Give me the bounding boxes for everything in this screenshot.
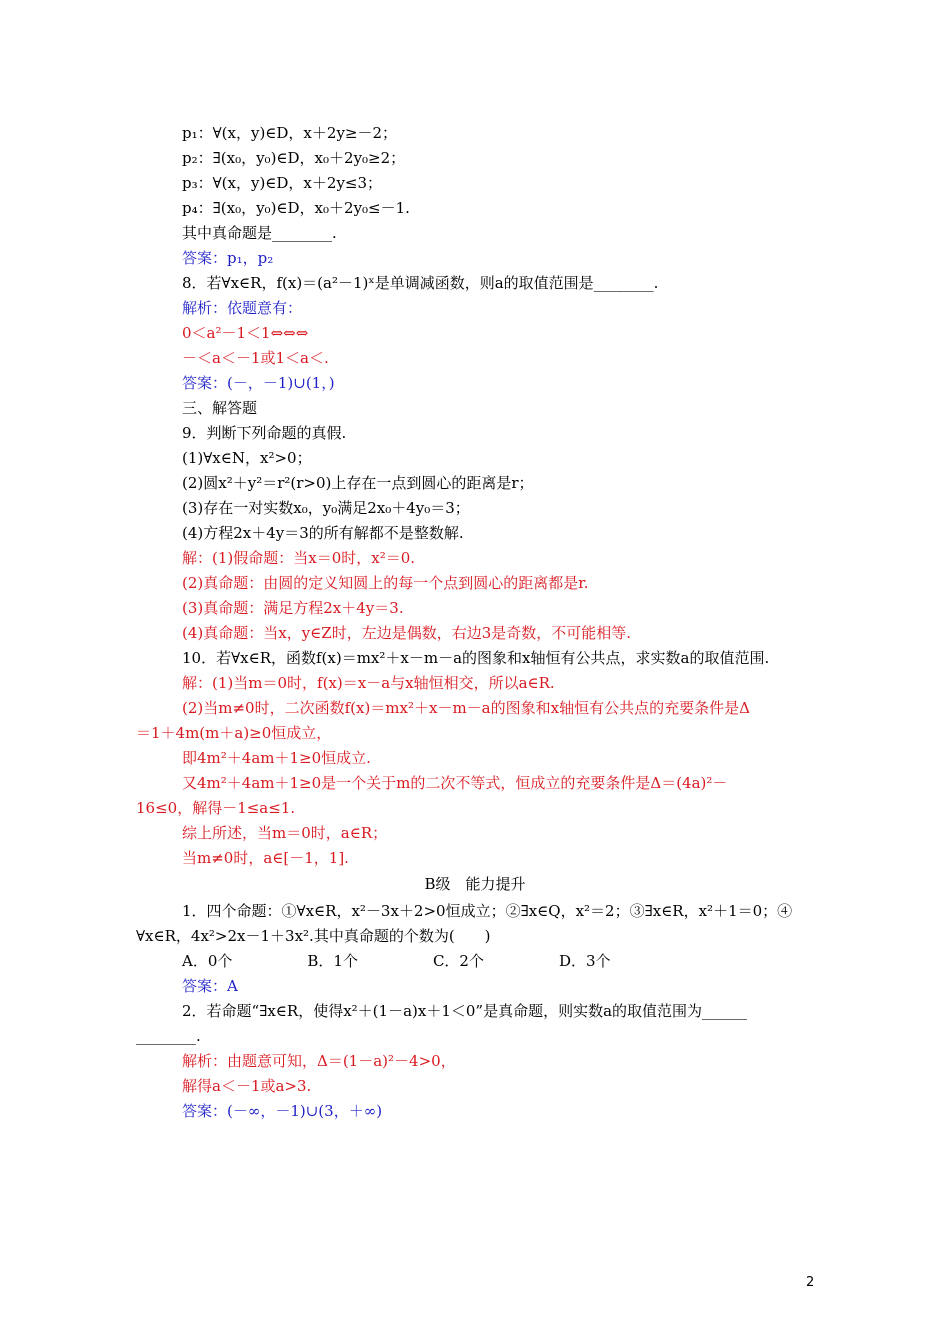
- text-line: 解析：由题意可知，Δ＝(1－a)²－4>0，: [182, 1052, 456, 1070]
- text-line: p₄：∃(x₀，y₀)∈D，x₀＋2y₀≤－1.: [182, 199, 410, 217]
- text-line: (2)圆x²＋y²＝r²(r>0)上存在一点到圆心的距离是r；: [182, 474, 534, 492]
- text-line: (1)∀x∈N，x²>0；: [182, 449, 312, 467]
- text-line: A．0个 B．1个 C．2个 D．3个: [182, 952, 611, 970]
- text-line: 三、解答题: [182, 399, 258, 417]
- text-line: (2)真命题：由圆的定义知圆上的每一个点到圆心的距离都是r.: [182, 574, 589, 592]
- text-line: (4)真命题：当x，y∈Z时，左边是偶数，右边3是奇数，不可能相等.: [182, 624, 632, 642]
- text-line: 2．若命题“∃x∈R，使得x²＋(1－a)x＋1＜0”是真命题，则实数a的取值范围为______: [182, 1002, 748, 1020]
- text-line: ∀x∈R，4x²>2x－1＋3x².其中真命题的个数为( ): [136, 927, 491, 945]
- text-line: ________.: [136, 1027, 201, 1045]
- text-line: p₂：∃(x₀，y₀)∈D，x₀＋2y₀≥2；: [182, 149, 406, 167]
- text-line: (4)方程2x＋4y＝3的所有解都不是整数解.: [182, 524, 464, 542]
- text-line: 16≤0，解得－1≤a≤1.: [136, 799, 296, 817]
- text-line: 综上所述，当m＝0时，a∈R；: [182, 824, 388, 842]
- text-line: 答案：(－，－1)∪(1，): [182, 374, 335, 392]
- text-line: 10．若∀x∈R，函数f(x)＝mx²＋x－m－a的图象和x轴恒有公共点，求实数a的取值范围.: [182, 649, 770, 667]
- text-line: 1．四个命题：①∀x∈R，x²－3x＋2>0恒成立；②∃x∈Q，x²＝2；③∃x∈R，x²＋1＝0；④: [182, 902, 793, 920]
- text-line: 答案：A: [182, 977, 238, 995]
- text-line: 解：(1)假命题：当x＝0时，x²＝0.: [182, 549, 416, 567]
- text-line: 8．若∀x∈R，f(x)＝(a²－1)ˣ是单调减函数，则a的取值范围是________.: [182, 274, 659, 292]
- text-line: B级 能力提升: [424, 875, 526, 893]
- text-line: (3)存在一对实数x₀，y₀满足2x₀＋4y₀＝3；: [182, 499, 470, 517]
- text-line: (3)真命题：满足方程2x＋4y＝3.: [182, 599, 404, 617]
- text-line: (2)当m≠0时，二次函数f(x)＝mx²＋x－m－a的图象和x轴恒有公共点的充要条件是Δ: [182, 699, 750, 717]
- text-line: 其中真命题是________.: [182, 224, 337, 242]
- text-line: －＜a＜－1或1＜a＜.: [182, 349, 329, 367]
- text-line: 又4m²＋4am＋1≥0是一个关于m的二次不等式，恒成立的充要条件是Δ＝(4a)²－: [182, 774, 728, 792]
- text-line: 9．判断下列命题的真假.: [182, 424, 347, 442]
- text-line: 答案：(－∞，－1)∪(3，＋∞): [182, 1102, 383, 1120]
- text-line: ＝1＋4m(m＋a)≥0恒成立，: [136, 724, 332, 742]
- text-line: 0＜a²－1＜1⇔⇔⇔: [182, 324, 309, 342]
- text-line: 解得a＜－1或a>3.: [182, 1077, 312, 1095]
- text-line: p₃：∀(x，y)∈D，x＋2y≤3；: [182, 174, 383, 192]
- text-line: 当m≠0时，a∈[－1，1].: [182, 849, 349, 867]
- text-line: 解：(1)当m＝0时，f(x)＝x－a与x轴恒相交，所以a∈R.: [182, 674, 555, 692]
- text-line: p₁：∀(x，y)∈D，x＋2y≥－2；: [182, 124, 398, 142]
- page-number: 2: [806, 1275, 815, 1290]
- text-line: 解析：依题意有：: [182, 299, 303, 317]
- text-line: 即4m²＋4am＋1≥0恒成立.: [182, 749, 371, 767]
- text-line: 答案：p₁，p₂: [182, 249, 274, 267]
